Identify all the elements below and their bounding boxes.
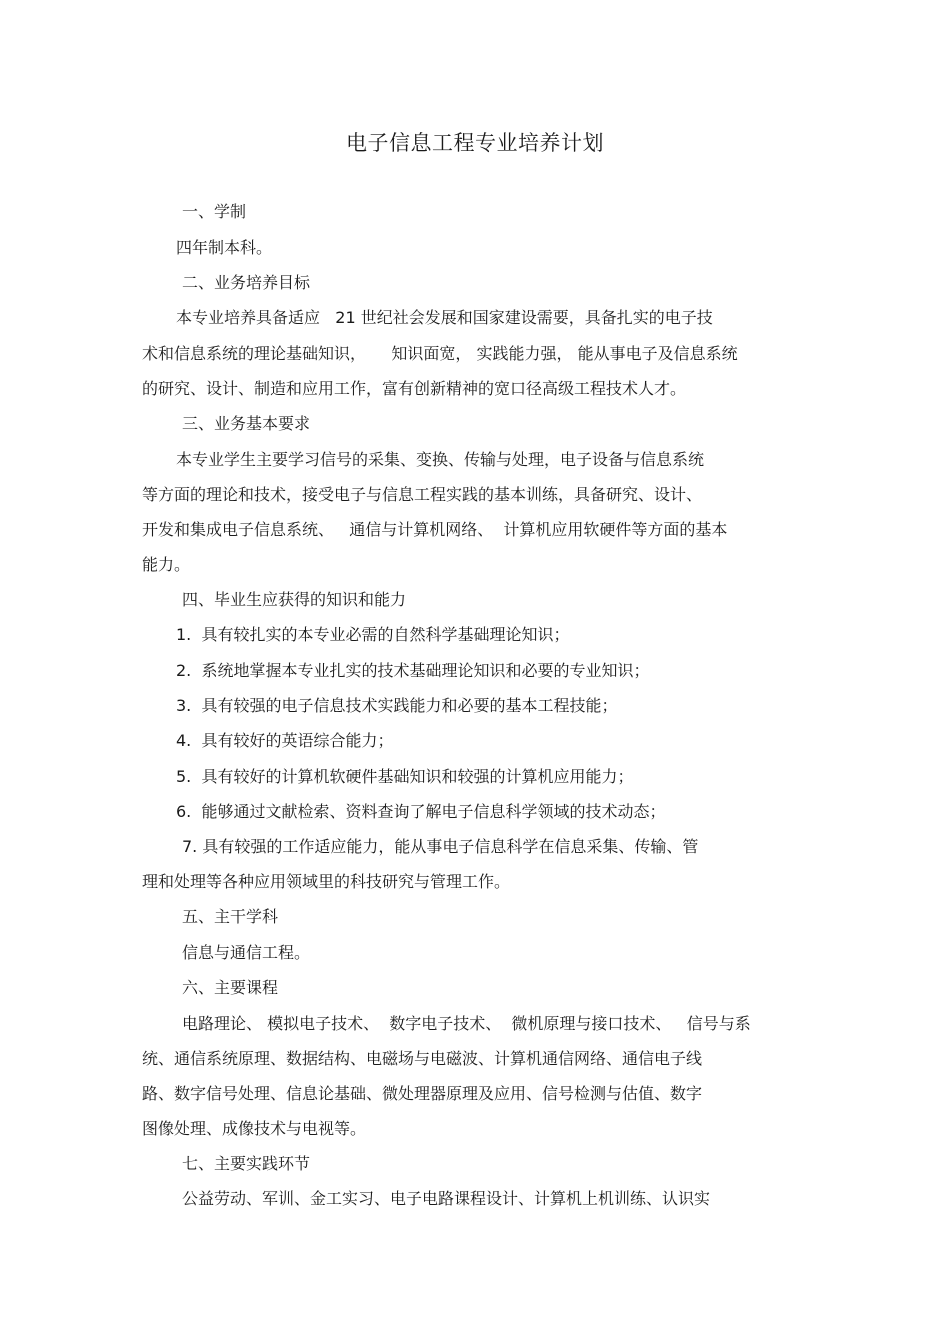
list-item: 6. 能够通过文献检索、资料查询了解电子信息科学领域的技术动态； <box>176 802 666 821</box>
paragraph-line: 统、通信系统原理、数据结构、电磁场与电磁波、计算机通信网络、通信电子线 <box>142 1049 703 1068</box>
list-item: 1. 具有较扎实的本专业必需的自然科学基础理论知识； <box>176 625 570 644</box>
section-heading-2: 二、业务培养目标 <box>182 273 311 292</box>
paragraph-line: 信息与通信工程。 <box>182 943 311 962</box>
list-item: 3. 具有较强的电子信息技术实践能力和必要的基本工程技能； <box>176 696 618 715</box>
paragraph-line: 的研究、设计、制造和应用工作，富有创新精神的宽口径高级工程技术人才。 <box>142 379 687 398</box>
paragraph-line: 等方面的理论和技术，接受电子与信息工程实践的基本训练，具备研究、设计、 <box>142 485 703 504</box>
section-heading-1: 一、学制 <box>182 202 247 221</box>
list-item: 5. 具有较好的计算机软硬件基础知识和较强的计算机应用能力； <box>176 767 634 786</box>
paragraph-line: 本专业学生主要学习信号的采集、变换、传输与处理，电子设备与信息系统 <box>176 450 705 469</box>
paragraph-line: 能力。 <box>142 555 191 574</box>
section-heading-6: 六、主要课程 <box>182 978 279 997</box>
paragraph-line: 本专业培养具备适应 21 世纪社会发展和国家建设需要，具备扎实的电子技 <box>176 308 713 327</box>
list-item-continuation: 理和处理等各种应用领域里的科技研究与管理工作。 <box>142 872 511 891</box>
paragraph-line: 开发和集成电子信息系统、 通信与计算机网络、 计算机应用软硬件等方面的基本 <box>142 520 728 539</box>
document-title: 电子信息工程专业培养计划 <box>346 131 604 155</box>
list-item: 7. 具有较强的工作适应能力，能从事电子信息科学在信息采集、传输、管 <box>182 837 699 856</box>
paragraph-line: 术和信息系统的理论基础知识， 知识面宽， 实践能力强， 能从事电子及信息系统 <box>142 344 738 363</box>
paragraph-line: 图像处理、成像技术与电视等。 <box>142 1119 367 1138</box>
section-heading-4: 四、毕业生应获得的知识和能力 <box>182 590 407 609</box>
section-heading-7: 七、主要实践环节 <box>182 1154 311 1173</box>
paragraph-line: 电路理论、 模拟电子技术、 数字电子技术、 微机原理与接口技术、 信号与系 <box>182 1014 751 1033</box>
paragraph-line: 四年制本科。 <box>176 238 273 257</box>
list-item: 2. 系统地掌握本专业扎实的技术基础理论知识和必要的专业知识； <box>176 661 650 680</box>
section-heading-3: 三、业务基本要求 <box>182 414 311 433</box>
paragraph-line: 公益劳动、军训、金工实习、电子电路课程设计、计算机上机训练、认识实 <box>182 1189 711 1208</box>
section-heading-5: 五、主干学科 <box>182 907 279 926</box>
list-item: 4. 具有较好的英语综合能力； <box>176 731 394 750</box>
paragraph-line: 路、数字信号处理、信息论基础、微处理器原理及应用、信号检测与估值、数字 <box>142 1084 703 1103</box>
